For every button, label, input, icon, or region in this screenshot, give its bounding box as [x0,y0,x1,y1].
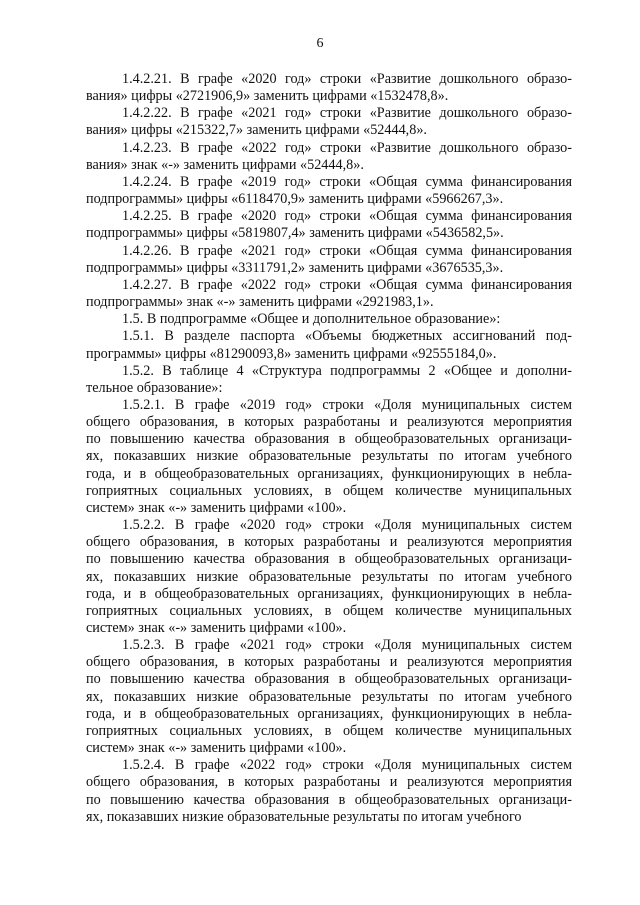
text-line: тельное образование»: [86,379,223,396]
text-line: года, и в общеобразовательных организациях, функционирующих в небла- [86,465,572,482]
text-line: гоприятных социальных условиях, в общем количестве муниципальных [86,482,572,499]
text-line: 1.4.2.21. В графе «2020 год» строки «Развитие дошкольного образо- [122,71,572,87]
text-line: подпрограммы» цифры «3311791,2» заменить цифрами «3676535,3». [86,259,504,276]
paragraph [86,517,572,637]
text-line: систем» знак «-» заменить цифрами «100». [86,740,347,757]
paragraph [86,105,572,139]
text-line: систем» знак «-» заменить цифрами «100». [86,499,347,516]
paragraph [86,277,572,311]
text-line: вания» знак «-» заменить цифрами «52444,8». [86,156,364,173]
text-line: ях, показавших низкие образовательные результаты по итогам учебного [86,808,522,825]
paragraph [86,174,572,208]
text-line: 1.5.2.3. В графе «2021 год» строки «Доля муниципальных систем [122,637,572,654]
text-line: подпрограммы» знак «-» заменить цифрами «2921983,1». [86,294,434,311]
text-line: по повышению качества образования в общеобразовательных организаци- [86,431,572,448]
text-line: 1.5.1. В разделе паспорта «Объемы бюджетных ассигнований под- [122,328,572,345]
paragraph [86,397,572,517]
paragraph [86,757,572,826]
text-line: 1.5.2.1. В графе «2019 год» строки «Доля муниципальных систем [122,396,572,413]
text-line: года, и в общеобразовательных организациях, функционирующих в небла- [86,585,572,602]
text-line: вания» цифры «215322,7» заменить цифрами «52444,8». [86,122,427,139]
text-line: гоприятных социальных условиях, в общем количестве муниципальных [86,602,572,619]
text-line: ях, показавших низкие образовательные результаты по итогам учебного [86,568,572,585]
text-line: 1.4.2.22. В графе «2021 год» строки «Развитие дошкольного образо- [122,105,572,122]
text-line: 1.4.2.26. В графе «2021 год» строки «Общая сумма финансирования [122,242,572,259]
text-line: по повышению качества образования в общеобразовательных организаци- [86,551,572,568]
text-line: общего образования, в которых разработаны и реализуются мероприятия [86,414,572,431]
paragraph [86,71,572,105]
text-line: 1.4.2.25. В графе «2020 год» строки «Общая сумма финансирования [122,208,572,225]
text-line: гоприятных социальных условиях, в общем количестве муниципальных [86,722,572,739]
document-body [86,71,572,826]
text-line: 1.4.2.23. В графе «2022 год» строки «Развитие дошкольного образо- [122,139,572,156]
text-line: программы» цифры «81290093,8» заменить цифрами «92555184,0». [86,345,497,362]
text-line: ях, показавших низкие образовательные результаты по итогам учебного [86,688,572,705]
text-line: по повышению качества образования в общеобразовательных организаци- [86,671,572,688]
text-line: 1.4.2.24. В графе «2019 год» строки «Общая сумма финансирования [122,173,572,190]
text-line: систем» знак «-» заменить цифрами «100». [86,620,347,636]
text-line: 1.5.2.2. В графе «2020 год» строки «Доля муниципальных систем [122,517,572,534]
text-line: года, и в общеобразовательных организациях, функционирующих в небла- [86,705,572,722]
text-line: 1.5. В подпрограмме «Общее и дополнительное образование»: [122,311,501,328]
paragraph [86,363,572,397]
paragraph [86,243,572,277]
text-line: вания» цифры «2721906,9» заменить цифрами «1532478,8». [86,88,449,105]
text-line: 1.4.2.27. В графе «2022 год» строки «Общая сумма финансирования [122,276,572,293]
text-line: подпрограммы» цифры «5819807,4» заменить цифрами «5436582,5». [86,225,504,242]
text-line: подпрограммы» цифры «6118470,9» заменить цифрами «5966267,3». [86,191,504,208]
text-line: общего образования, в которых разработаны и реализуются мероприятия [86,534,572,551]
paragraph [86,140,572,174]
page-number: 6 [316,36,324,51]
text-line: 1.5.2.4. В графе «2022 год» строки «Доля муниципальных систем [122,757,572,774]
text-line: по повышению качества образования в общеобразовательных организаци- [86,791,572,808]
text-line: ях, показавших низкие образовательные результаты по итогам учебного [86,448,572,465]
text-line: общего образования, в которых разработаны и реализуются мероприятия [86,654,572,671]
paragraph [86,311,572,328]
paragraph [86,328,572,362]
text-line: общего образования, в которых разработаны и реализуются мероприятия [86,774,572,791]
paragraph [86,637,572,757]
text-line: 1.5.2. В таблице 4 «Структура подпрограммы 2 «Общее и дополни- [122,362,572,379]
paragraph [86,208,572,242]
